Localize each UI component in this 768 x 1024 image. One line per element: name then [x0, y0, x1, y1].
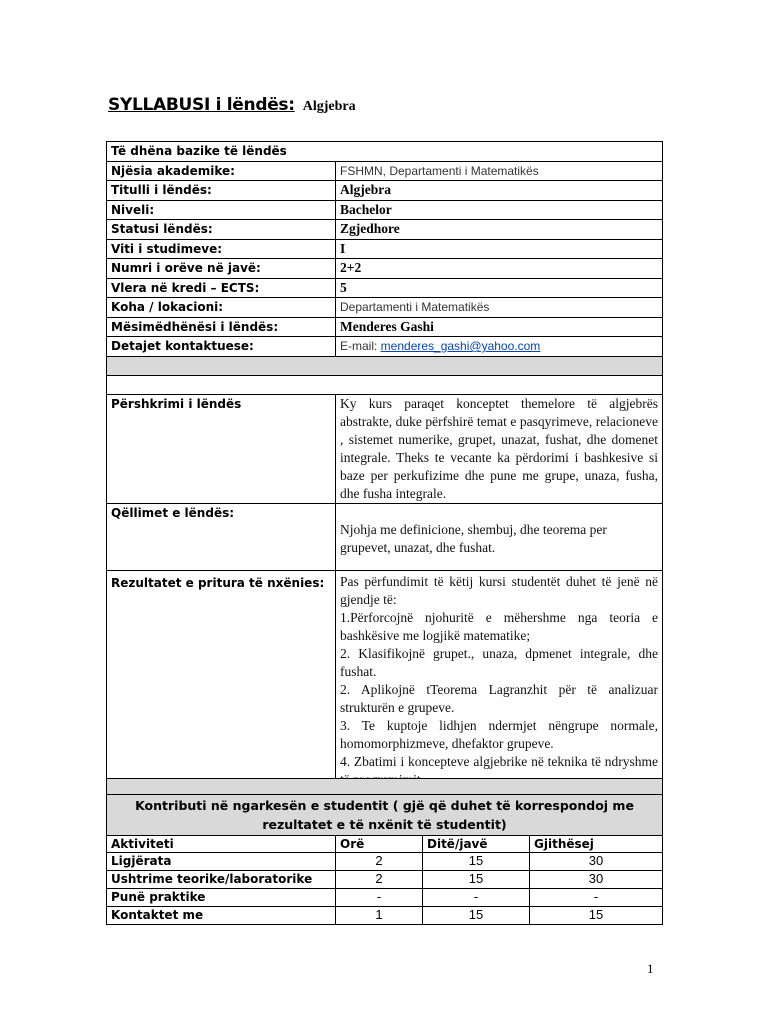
workload-table — [106, 778, 663, 925]
contact-row — [107, 337, 663, 357]
column-header: Ditë/javë — [423, 836, 530, 853]
goals-text: Njohja me definicione, shembuj, dhe teorema per grupevet, unazat, dhe fushat. — [336, 503, 663, 570]
info-row — [107, 278, 663, 298]
activity-value: 30 — [530, 871, 663, 889]
description-row — [107, 394, 663, 503]
info-value: Zgjedhore — [336, 220, 663, 240]
spacer-row — [107, 779, 663, 795]
workload-row — [107, 871, 663, 889]
basic-info-table — [106, 141, 663, 796]
workload-row — [107, 889, 663, 907]
info-label: Njësia akademike: — [107, 161, 336, 181]
activity-value: 15 — [423, 871, 530, 889]
outcome-line: 2. Aplikojnë tTeorema Lagranzhit për të analizuar strukturën e grupeve. — [340, 681, 659, 715]
activity-value: - — [423, 889, 530, 907]
info-value: I — [336, 239, 663, 259]
info-label: Viti i studimeve: — [107, 239, 336, 259]
email-prefix: E-mail: — [340, 339, 381, 353]
workload-header-row — [107, 836, 663, 853]
activity-name: Punë praktike — [107, 889, 336, 907]
info-row — [107, 220, 663, 240]
workload-row — [107, 907, 663, 925]
workload-row — [107, 853, 663, 871]
outcome-line: Pas përfundimit të këtij kursi studentët duhet të jenë në gjendje të: — [340, 573, 659, 607]
outcomes-row — [107, 570, 663, 795]
workload-title: Kontributi në ngarkesën e studentit ( gjë që duhet të korrespondoj me rezultatet e të nxënit të studentit) — [107, 795, 663, 836]
goals-row — [107, 503, 663, 570]
activity-value: 2 — [336, 871, 423, 889]
title-prefix: SYLLABUSI i lëndës: — [108, 95, 295, 115]
contact-value — [336, 337, 663, 357]
spacer-row — [107, 356, 663, 375]
spacer-cell — [107, 356, 663, 375]
info-row — [107, 259, 663, 279]
section-header: Të dhëna bazike të lëndës — [107, 142, 663, 162]
goals-label: Qëllimet e lëndës: — [107, 503, 336, 570]
workload-title-row — [107, 795, 663, 836]
section-header-row — [107, 142, 663, 162]
description-label: Përshkrimi i lëndës — [107, 394, 336, 503]
info-row — [107, 239, 663, 259]
spacer-cell — [107, 375, 663, 394]
spacer-cell — [107, 779, 663, 795]
activity-value: 15 — [530, 907, 663, 925]
info-row — [107, 317, 663, 337]
info-value: Menderes Gashi — [336, 317, 663, 337]
outcomes-cell — [336, 570, 663, 795]
info-label: Vlera në kredi – ECTS: — [107, 278, 336, 298]
outcome-line: 3. Te kuptoje lidhjen ndermjet nëngrupe normale, homomorphizmeve, dhefaktor grupeve. — [340, 717, 659, 751]
activity-value: 1 — [336, 907, 423, 925]
info-value: Algjebra — [336, 181, 663, 201]
info-value: Bachelor — [336, 200, 663, 220]
info-label: Statusi lëndës: — [107, 220, 336, 240]
info-label: Mësimëdhënësi i lëndës: — [107, 317, 336, 337]
description-text: Ky kurs paraqet konceptet themelore të algjebrës abstrakte, duke përfshirë temat e pasqyrimeve, relacioneve , sistemet numerike, grupet, unazat, fushat, dhe domenet integrale. Theks te vecante ka përdorimi i bashkesive si baze per perkufizime dhe pune me grupe, unaza, fusha, dhe fusha integrale. — [336, 394, 663, 503]
column-header: Gjithësej — [530, 836, 663, 853]
info-row — [107, 181, 663, 201]
email-link[interactable]: menderes_gashi@yahoo.com — [380, 339, 541, 353]
info-row — [107, 161, 663, 181]
column-header: Aktiviteti — [107, 836, 336, 853]
spacer-row — [107, 375, 663, 394]
column-header: Orë — [336, 836, 423, 853]
info-value: 2+2 — [336, 259, 663, 279]
info-label: Titulli i lëndës: — [107, 181, 336, 201]
outcomes-label: Rezultatet e pritura të nxënies: — [107, 570, 336, 795]
activity-name: Ushtrime teorike/laboratorike — [107, 871, 336, 889]
activity-value: - — [530, 889, 663, 907]
document-title — [108, 95, 356, 115]
activity-value: 30 — [530, 853, 663, 871]
title-subject: Algjebra — [302, 99, 356, 114]
info-row — [107, 200, 663, 220]
page-number: 1 — [647, 961, 654, 976]
activity-value: 15 — [423, 853, 530, 871]
activity-name: Ligjërata — [107, 853, 336, 871]
outcome-line: 1.Përforcojnë njohuritë e mëhershme nga teoria e bashkësive me logjikë matematike; — [340, 609, 659, 643]
info-label: Niveli: — [107, 200, 336, 220]
info-label: Numri i orëve në javë: — [107, 259, 336, 279]
info-row — [107, 298, 663, 318]
info-label: Koha / lokacioni: — [107, 298, 336, 318]
activity-value: - — [336, 889, 423, 907]
contact-label: Detajet kontaktuese: — [107, 337, 336, 357]
info-value: 5 — [336, 278, 663, 298]
activity-value: 2 — [336, 853, 423, 871]
outcome-line: 4. Zbatimi i koncepteve algjebrike në teknika të ndryshme — [340, 753, 659, 769]
outcome-line: 2. Klasifikojnë grupet., unaza, dpmenet integrale, dhe fushat. — [340, 645, 659, 679]
info-value: FSHMN, Departamenti i Matematikës — [336, 161, 663, 181]
activity-value: 15 — [423, 907, 530, 925]
info-value: Departamenti i Matematikës — [336, 298, 663, 318]
activity-name: Kontaktet me — [107, 907, 336, 925]
